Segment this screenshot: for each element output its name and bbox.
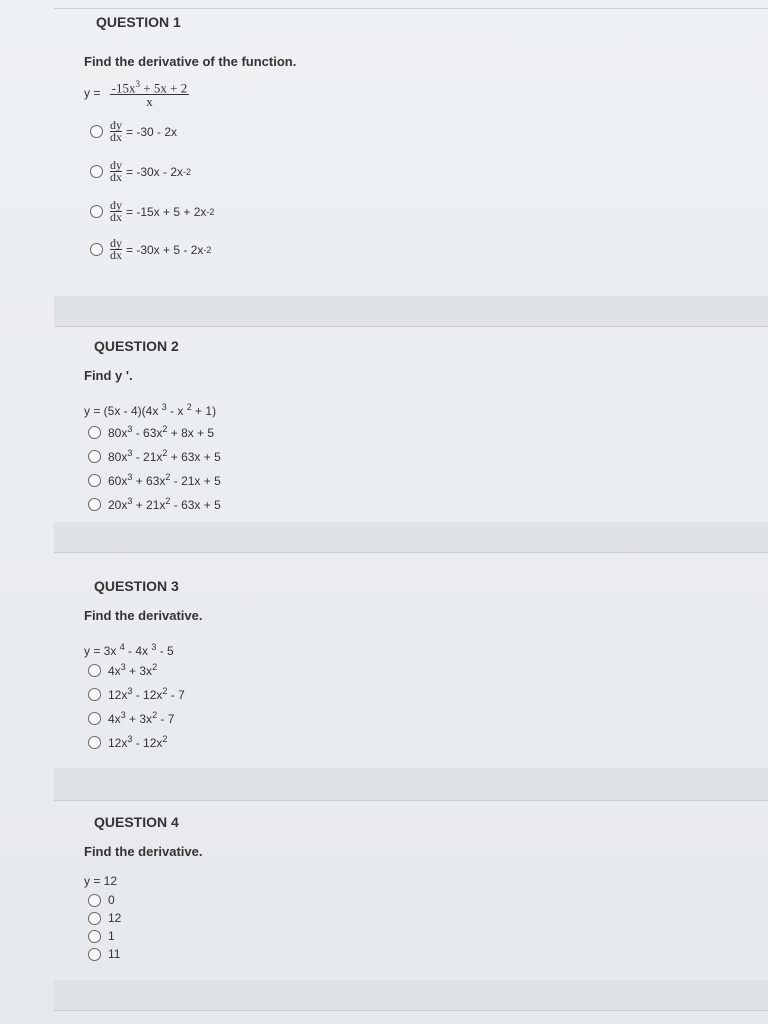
question-2-function: y = (5x - 4)(4x $^3$ - x $^2$ + 1) xyxy=(84,402,217,418)
function-numerator: -15x xyxy=(111,80,136,96)
option-text: $60x^3 + 63x^2 - 21x + 5$ xyxy=(108,472,221,488)
option-text: $80x^3 - 21x^2 + 63x + 5$ xyxy=(108,448,221,464)
separator xyxy=(54,552,768,553)
radio-button[interactable] xyxy=(88,498,101,511)
option-text: $20x^3 + 21x^2 - 63x + 5$ xyxy=(108,496,221,512)
function-fraction xyxy=(110,78,190,108)
q4-option-d[interactable] xyxy=(88,947,120,961)
dy-dx: $\frac{dy}{dx}$ xyxy=(110,158,122,184)
exponent: -2 xyxy=(206,206,215,217)
question-2-title: QUESTION 2 xyxy=(94,338,179,354)
function-numerator-rest: + 5x + 2 xyxy=(140,80,188,96)
dy-dx: $\frac{dy}{dx}$ xyxy=(110,236,122,262)
q3-option-b[interactable] xyxy=(88,686,185,702)
option-text: 0 xyxy=(108,893,115,907)
option-text: $12x^3 - 12x^2$ xyxy=(108,734,168,750)
q3-option-c[interactable] xyxy=(88,710,174,726)
radio-button[interactable] xyxy=(90,165,103,178)
option-text: $4x^3 + 3x^2 - 7$ xyxy=(108,710,175,726)
separator xyxy=(54,1010,768,1011)
separator xyxy=(54,326,768,327)
question-3-title: QUESTION 3 xyxy=(94,578,179,594)
separator xyxy=(54,800,768,801)
question-3-prompt: Find the derivative. xyxy=(84,608,203,623)
question-band xyxy=(54,296,768,326)
q1-option-c[interactable] xyxy=(90,200,214,223)
q2-option-b[interactable] xyxy=(88,448,221,464)
option-text: $80x^3 - 63x^2 + 8x + 5$ xyxy=(108,424,215,440)
question-1-title: QUESTION 1 xyxy=(96,14,181,30)
q1-option-a[interactable] xyxy=(90,120,177,143)
function-lhs: y = xyxy=(84,86,101,101)
radio-button[interactable] xyxy=(88,930,101,943)
dy-dx: $\frac{dy}{dx}$ xyxy=(110,118,122,144)
function-denominator: x xyxy=(146,94,153,110)
q4-option-c[interactable] xyxy=(88,929,115,943)
question-3-function: y = 3x $^4$ - 4x $^3$ - 5 xyxy=(84,642,174,658)
question-4-function: y = 12 xyxy=(84,874,118,888)
radio-button[interactable] xyxy=(88,688,101,701)
question-2-prompt: Find y '. xyxy=(84,368,133,383)
question-band xyxy=(54,980,768,1010)
question-1-prompt: Find the derivative of the function. xyxy=(84,54,297,69)
q2-option-a[interactable] xyxy=(88,424,214,440)
exponent: 3 xyxy=(135,79,141,89)
radio-button[interactable] xyxy=(88,912,101,925)
exponent: -2 xyxy=(203,244,212,255)
question-4-prompt: Find the derivative. xyxy=(84,844,203,859)
radio-button[interactable] xyxy=(88,450,101,463)
q1-option-d[interactable] xyxy=(90,238,211,261)
q3-option-a[interactable] xyxy=(88,662,157,678)
radio-button[interactable] xyxy=(90,243,103,256)
q4-option-a[interactable] xyxy=(88,893,115,907)
option-text: = -30x + 5 - 2x xyxy=(126,242,204,257)
separator xyxy=(54,8,768,9)
q3-option-d[interactable] xyxy=(88,734,167,750)
option-text: 11 xyxy=(108,947,121,961)
radio-button[interactable] xyxy=(88,894,101,907)
option-text: = -30x - 2x xyxy=(126,164,184,179)
option-text: $12x^3 - 12x^2 - 7$ xyxy=(108,686,185,702)
question-1-function xyxy=(84,78,189,108)
q4-option-b[interactable] xyxy=(88,911,121,925)
question-band xyxy=(54,768,768,800)
exponent: -2 xyxy=(183,166,192,177)
option-text: $4x^3 + 3x^2$ xyxy=(108,662,158,678)
option-text: 12 xyxy=(108,911,122,925)
q2-option-d[interactable] xyxy=(88,496,221,512)
radio-button[interactable] xyxy=(90,125,103,138)
q1-option-b[interactable] xyxy=(90,160,191,183)
radio-button[interactable] xyxy=(88,664,101,677)
question-band xyxy=(54,522,768,552)
radio-button[interactable] xyxy=(90,205,103,218)
radio-button[interactable] xyxy=(88,736,101,749)
option-text: = -30 - 2x xyxy=(126,124,178,139)
option-text: = -15x + 5 + 2x xyxy=(126,204,207,219)
radio-button[interactable] xyxy=(88,474,101,487)
radio-button[interactable] xyxy=(88,426,101,439)
question-4-title: QUESTION 4 xyxy=(94,814,179,830)
radio-button[interactable] xyxy=(88,712,101,725)
q2-option-c[interactable] xyxy=(88,472,221,488)
radio-button[interactable] xyxy=(88,948,101,961)
dy-dx: $\frac{dy}{dx}$ xyxy=(110,198,122,224)
option-text: 1 xyxy=(108,929,115,943)
